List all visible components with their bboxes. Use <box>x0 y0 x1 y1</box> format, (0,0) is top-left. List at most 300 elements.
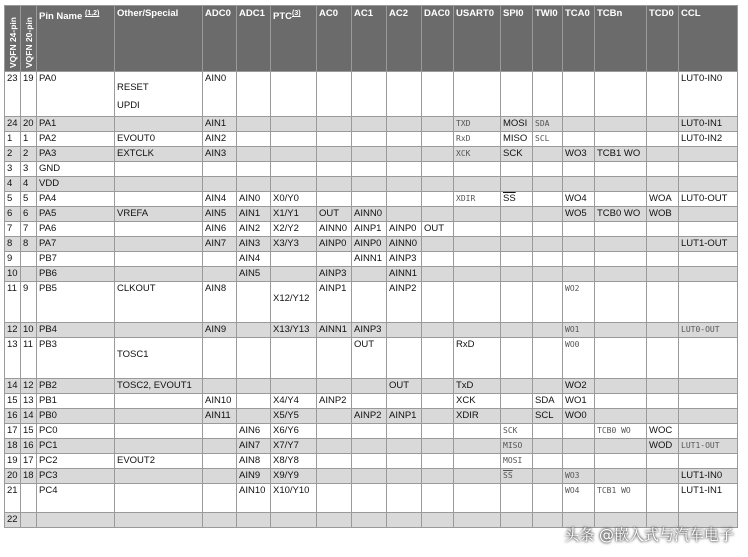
cell-tcbn <box>595 338 647 379</box>
cell-ac1 <box>352 72 387 117</box>
cell-pin24: 22 <box>5 513 21 528</box>
cell-ac0 <box>317 132 352 147</box>
cell-pin20 <box>21 513 37 528</box>
cell-usart0 <box>454 252 501 267</box>
cell-pin20 <box>21 252 37 267</box>
cell-tcbn <box>595 132 647 147</box>
cell-ccl <box>679 177 738 192</box>
cell-adc0: AIN8 <box>203 282 237 323</box>
cell-tca0 <box>563 177 595 192</box>
cell-dac0 <box>422 454 454 469</box>
cell-ac2 <box>387 132 422 147</box>
cell-spi0-ss: $\overline{SS}$ <box>503 471 513 480</box>
cell-pin20: 14 <box>21 409 37 424</box>
cell-ccl: LUT0-IN0 <box>679 72 738 117</box>
cell-ac0: AINP0 <box>317 237 352 252</box>
cell-tcd0 <box>647 117 679 132</box>
cell-ac1 <box>352 147 387 162</box>
cell-adc0 <box>203 513 237 528</box>
cell-ptc <box>271 72 317 117</box>
cell-usart0 <box>454 323 501 338</box>
cell-ac0 <box>317 338 352 379</box>
cell-pin24: 8 <box>5 237 21 252</box>
cell-ac1: AINP0 <box>352 237 387 252</box>
cell-usart0 <box>454 513 501 528</box>
cell-adc1: AIN5 <box>237 267 271 282</box>
cell-dac0 <box>422 424 454 439</box>
cell-spi0 <box>501 379 533 394</box>
cell-tcbn <box>595 237 647 252</box>
cell-tcd0 <box>647 454 679 469</box>
cell-ac2 <box>387 424 422 439</box>
cell-pin24: 1 <box>5 132 21 147</box>
table-row <box>5 338 738 379</box>
cell-tca0 <box>563 72 595 117</box>
cell-ccl: LUT0-OUT <box>679 323 738 338</box>
cell-dac0 <box>422 192 454 207</box>
cell-ptc: X5/Y5 <box>271 409 317 424</box>
cell-dac0 <box>422 72 454 117</box>
header-twi0: TWI0 <box>533 6 563 72</box>
cell-other <box>115 513 203 528</box>
cell-tca0: WO5 <box>563 207 595 222</box>
cell-ptc <box>271 267 317 282</box>
cell-ptc: X1/Y1 <box>271 207 317 222</box>
cell-tcbn <box>595 469 647 484</box>
cell-dac0 <box>422 379 454 394</box>
cell-usart0 <box>454 72 501 117</box>
header-ac1: AC1 <box>352 6 387 72</box>
cell-pin-name: PB2 <box>37 379 115 394</box>
cell-ac1 <box>352 162 387 177</box>
cell-dac0 <box>422 394 454 409</box>
cell-ccl: LUT1-IN1 <box>679 484 738 513</box>
table-row <box>5 424 738 439</box>
cell-adc1 <box>237 513 271 528</box>
cell-ac2: AINP3 <box>387 252 422 267</box>
cell-ac0 <box>317 379 352 394</box>
cell-pin20: 2 <box>21 147 37 162</box>
cell-usart0 <box>454 267 501 282</box>
cell-tca0 <box>563 162 595 177</box>
cell-ptc <box>271 282 317 323</box>
cell-adc1 <box>237 338 271 379</box>
cell-other <box>115 484 203 513</box>
cell-ccl <box>679 162 738 177</box>
cell-dac0 <box>422 147 454 162</box>
cell-tca0: WO2 <box>563 282 595 323</box>
cell-adc1 <box>237 117 271 132</box>
cell-pin-name: GND <box>37 162 115 177</box>
table-row <box>5 162 738 177</box>
cell-adc0: AIN2 <box>203 132 237 147</box>
cell-adc1: AIN3 <box>237 237 271 252</box>
cell-ac2 <box>387 72 422 117</box>
cell-ccl <box>679 409 738 424</box>
cell-adc0 <box>203 267 237 282</box>
cell-adc1 <box>237 282 271 323</box>
cell-ccl <box>679 267 738 282</box>
cell-dac0 <box>422 207 454 222</box>
cell-adc1: AIN1 <box>237 207 271 222</box>
cell-adc0: AIN6 <box>203 222 237 237</box>
cell-ptc: X2/Y2 <box>271 222 317 237</box>
cell-usart0 <box>454 177 501 192</box>
cell-pin20: 9 <box>21 282 37 323</box>
cell-spi0-ss: $\overline{SS}$ <box>503 193 516 204</box>
cell-tcd0 <box>647 469 679 484</box>
cell-spi0 <box>501 267 533 282</box>
cell-ac2: AINP0 <box>387 222 422 237</box>
cell-twi0: SDA <box>533 394 563 409</box>
cell-twi0 <box>533 177 563 192</box>
cell-twi0 <box>533 454 563 469</box>
cell-pin20: 4 <box>21 177 37 192</box>
cell-twi0: SDA <box>533 117 563 132</box>
cell-tcbn <box>595 117 647 132</box>
cell-ac0: AINN0 <box>317 222 352 237</box>
cell-ccl <box>679 379 738 394</box>
cell-ac1 <box>352 469 387 484</box>
cell-ac2 <box>387 147 422 162</box>
cell-ptc <box>271 147 317 162</box>
cell-ccl: LUT1-OUT <box>679 439 738 454</box>
cell-twi0 <box>533 267 563 282</box>
cell-adc1: AIN7 <box>237 439 271 454</box>
cell-tcbn <box>595 282 647 323</box>
cell-adc0 <box>203 162 237 177</box>
cell-other-updi: UPDI <box>117 100 140 111</box>
cell-adc0: AIN3 <box>203 147 237 162</box>
cell-ptc: X3/Y3 <box>271 237 317 252</box>
cell-tcd0 <box>647 132 679 147</box>
table-row <box>5 394 738 409</box>
cell-ccl <box>679 207 738 222</box>
cell-usart0 <box>454 207 501 222</box>
cell-adc0: AIN1 <box>203 117 237 132</box>
cell-twi0 <box>533 237 563 252</box>
cell-ac1 <box>352 513 387 528</box>
header-adc1: ADC1 <box>237 6 271 72</box>
table-row <box>5 267 738 282</box>
cell-dac0 <box>422 267 454 282</box>
cell-pin20: 10 <box>21 323 37 338</box>
cell-dac0 <box>422 513 454 528</box>
cell-pin24: 17 <box>5 424 21 439</box>
cell-ac2 <box>387 323 422 338</box>
header-ac0: AC0 <box>317 6 352 72</box>
cell-ac1 <box>352 267 387 282</box>
cell-ptc: X4/Y4 <box>271 394 317 409</box>
cell-ac0 <box>317 162 352 177</box>
cell-pin24: 11 <box>5 282 21 323</box>
cell-tcd0 <box>647 394 679 409</box>
cell-other <box>115 192 203 207</box>
cell-ptc <box>271 513 317 528</box>
cell-ptc <box>271 132 317 147</box>
cell-ccl <box>679 424 738 439</box>
cell-other-reset: RESET <box>117 82 149 93</box>
cell-spi0 <box>501 409 533 424</box>
cell-pin-name: PA3 <box>37 147 115 162</box>
cell-tca0: WO0 <box>563 338 595 379</box>
cell-ccl: LUT1-IN0 <box>679 469 738 484</box>
cell-tca0: WO4 <box>563 484 595 513</box>
cell-ac1: AINP2 <box>352 409 387 424</box>
cell-ptc <box>271 117 317 132</box>
cell-ptc: X7/Y7 <box>271 439 317 454</box>
cell-ccl <box>679 252 738 267</box>
cell-other <box>115 323 203 338</box>
cell-twi0 <box>533 484 563 513</box>
cell-other <box>115 424 203 439</box>
cell-pin20: 5 <box>21 192 37 207</box>
cell-spi0 <box>501 177 533 192</box>
cell-ccl <box>679 282 738 323</box>
cell-usart0: RxD <box>454 132 501 147</box>
cell-usart0: XCK <box>454 147 501 162</box>
cell-twi0 <box>533 207 563 222</box>
cell-ac1 <box>352 379 387 394</box>
cell-ac1 <box>352 484 387 513</box>
cell-ccl <box>679 394 738 409</box>
cell-ac1 <box>352 454 387 469</box>
cell-usart0: XCK <box>454 394 501 409</box>
cell-tcbn <box>595 177 647 192</box>
cell-ac2: AINN0 <box>387 237 422 252</box>
cell-pin24: 14 <box>5 379 21 394</box>
cell-pin24: 20 <box>5 469 21 484</box>
cell-ccl <box>679 454 738 469</box>
cell-tcbn <box>595 439 647 454</box>
header-tca0: TCA0 <box>563 6 595 72</box>
cell-tca0 <box>563 132 595 147</box>
cell-dac0 <box>422 282 454 323</box>
cell-tcd0 <box>647 338 679 379</box>
cell-ac1 <box>352 282 387 323</box>
cell-tca0 <box>563 117 595 132</box>
cell-ac1: OUT <box>352 338 387 379</box>
cell-usart0 <box>454 222 501 237</box>
cell-ptc: X9/Y9 <box>271 469 317 484</box>
cell-ac0 <box>317 117 352 132</box>
cell-pin20: 12 <box>21 379 37 394</box>
cell-dac0 <box>422 439 454 454</box>
cell-pin-name <box>37 513 115 528</box>
cell-pin20: 8 <box>21 237 37 252</box>
cell-ac2: AINP2 <box>387 282 422 323</box>
cell-twi0 <box>533 338 563 379</box>
cell-pin20: 3 <box>21 162 37 177</box>
cell-ac1 <box>352 394 387 409</box>
cell-adc1: AIN2 <box>237 222 271 237</box>
cell-ccl: LUT0-IN1 <box>679 117 738 132</box>
cell-ac0 <box>317 439 352 454</box>
cell-ac0 <box>317 177 352 192</box>
table-row <box>5 379 738 394</box>
header-ptc: PTC$^{(3)}$ <box>271 6 317 72</box>
cell-ac1: AINN1 <box>352 252 387 267</box>
table-row <box>5 147 738 162</box>
cell-adc0 <box>203 252 237 267</box>
cell-ac2 <box>387 439 422 454</box>
cell-ac1: AINN0 <box>352 207 387 222</box>
cell-pin-name: PA5 <box>37 207 115 222</box>
cell-twi0 <box>533 252 563 267</box>
cell-adc1 <box>237 147 271 162</box>
cell-ac0 <box>317 454 352 469</box>
table-row <box>5 177 738 192</box>
cell-ac0 <box>317 469 352 484</box>
cell-ac2 <box>387 454 422 469</box>
cell-pin24: 9 <box>5 252 21 267</box>
cell-other: VREFA <box>115 207 203 222</box>
cell-twi0 <box>533 323 563 338</box>
cell-pin20 <box>21 267 37 282</box>
cell-pin-name: PB4 <box>37 323 115 338</box>
cell-pin-name: PC0 <box>37 424 115 439</box>
cell-twi0: SCL <box>533 409 563 424</box>
cell-adc1: AIN6 <box>237 424 271 439</box>
cell-adc0: AIN10 <box>203 394 237 409</box>
cell-tcbn: TCB1 WO <box>595 484 647 513</box>
table-row <box>5 484 738 513</box>
cell-tcd0 <box>647 252 679 267</box>
cell-other <box>115 267 203 282</box>
header-tcbn: TCBn <box>595 6 647 72</box>
cell-adc1: AIN4 <box>237 252 271 267</box>
cell-pin-name: PA2 <box>37 132 115 147</box>
cell-pin20: 7 <box>21 222 37 237</box>
cell-pin-name: PB3 <box>37 338 115 379</box>
cell-pin24: 4 <box>5 177 21 192</box>
cell-pin-name: PA0 <box>37 72 115 117</box>
cell-ac1: AINP1 <box>352 222 387 237</box>
cell-tcd0 <box>647 222 679 237</box>
cell-other-value: TOSC1 <box>117 349 149 360</box>
cell-twi0 <box>533 72 563 117</box>
cell-ac0: AINN1 <box>317 323 352 338</box>
cell-pin20: 17 <box>21 454 37 469</box>
cell-tcd0 <box>647 72 679 117</box>
cell-dac0 <box>422 177 454 192</box>
cell-tcd0 <box>647 177 679 192</box>
cell-ac2 <box>387 338 422 379</box>
cell-spi0 <box>501 207 533 222</box>
table-row <box>5 409 738 424</box>
cell-pin-name: PB5 <box>37 282 115 323</box>
cell-tca0: WO1 <box>563 323 595 338</box>
cell-spi0 <box>501 282 533 323</box>
cell-ac0 <box>317 252 352 267</box>
cell-dac0 <box>422 252 454 267</box>
cell-tcbn <box>595 379 647 394</box>
cell-adc0: AIN7 <box>203 237 237 252</box>
cell-adc1: AIN8 <box>237 454 271 469</box>
cell-pin24: 21 <box>5 484 21 513</box>
cell-pin-name: PB1 <box>37 394 115 409</box>
cell-ptc <box>271 252 317 267</box>
cell-adc0 <box>203 379 237 394</box>
cell-pin-name: PC1 <box>37 439 115 454</box>
cell-usart0 <box>454 484 501 513</box>
cell-tcbn <box>595 162 647 177</box>
cell-spi0 <box>501 72 533 117</box>
cell-ac2 <box>387 394 422 409</box>
table-row <box>5 323 738 338</box>
header-pin-name: Pin Name $^{(1,2)}$ <box>37 6 115 72</box>
cell-ac2 <box>387 513 422 528</box>
cell-pin24: 23 <box>5 72 21 117</box>
cell-ac0 <box>317 72 352 117</box>
header-spi0: SPI0 <box>501 6 533 72</box>
cell-tcd0 <box>647 323 679 338</box>
cell-adc0 <box>203 469 237 484</box>
cell-tcd0 <box>647 147 679 162</box>
cell-tca0 <box>563 424 595 439</box>
header-row <box>5 6 738 72</box>
cell-pin-name: PC3 <box>37 469 115 484</box>
cell-tca0: WO3 <box>563 147 595 162</box>
cell-other <box>115 222 203 237</box>
cell-ac2 <box>387 484 422 513</box>
cell-ptc: X6/Y6 <box>271 424 317 439</box>
cell-ac0: AINP2 <box>317 394 352 409</box>
cell-tcbn <box>595 222 647 237</box>
cell-usart0 <box>454 162 501 177</box>
cell-tca0: WO3 <box>563 469 595 484</box>
cell-spi0: MISO <box>501 132 533 147</box>
cell-pin24: 10 <box>5 267 21 282</box>
cell-tcbn <box>595 323 647 338</box>
cell-adc1 <box>237 394 271 409</box>
cell-pin24: 19 <box>5 454 21 469</box>
cell-ac0: OUT <box>317 207 352 222</box>
cell-ccl <box>679 222 738 237</box>
cell-pin24: 7 <box>5 222 21 237</box>
cell-pin-name: PB7 <box>37 252 115 267</box>
cell-twi0 <box>533 379 563 394</box>
cell-adc1 <box>237 132 271 147</box>
cell-pin24: 12 <box>5 323 21 338</box>
table-row <box>5 132 738 147</box>
cell-pin24: 2 <box>5 147 21 162</box>
cell-adc1 <box>237 409 271 424</box>
cell-ptc <box>271 162 317 177</box>
cell-ac0 <box>317 484 352 513</box>
cell-tca0: WO2 <box>563 379 595 394</box>
cell-spi0 <box>501 222 533 237</box>
cell-other <box>115 469 203 484</box>
cell-tca0: WO1 <box>563 394 595 409</box>
cell-pin24: 3 <box>5 162 21 177</box>
cell-ac2 <box>387 162 422 177</box>
cell-adc1 <box>237 162 271 177</box>
cell-spi0 <box>501 237 533 252</box>
cell-tca0 <box>563 237 595 252</box>
cell-dac0 <box>422 469 454 484</box>
cell-pin24: 5 <box>5 192 21 207</box>
header-other-special: Other/Special <box>115 6 203 72</box>
cell-twi0 <box>533 424 563 439</box>
cell-twi0 <box>533 162 563 177</box>
cell-ac1 <box>352 424 387 439</box>
cell-pin24: 6 <box>5 207 21 222</box>
cell-adc0: AIN11 <box>203 409 237 424</box>
cell-ac1 <box>352 439 387 454</box>
cell-tcbn: TCB0 WO <box>595 207 647 222</box>
cell-dac0 <box>422 132 454 147</box>
